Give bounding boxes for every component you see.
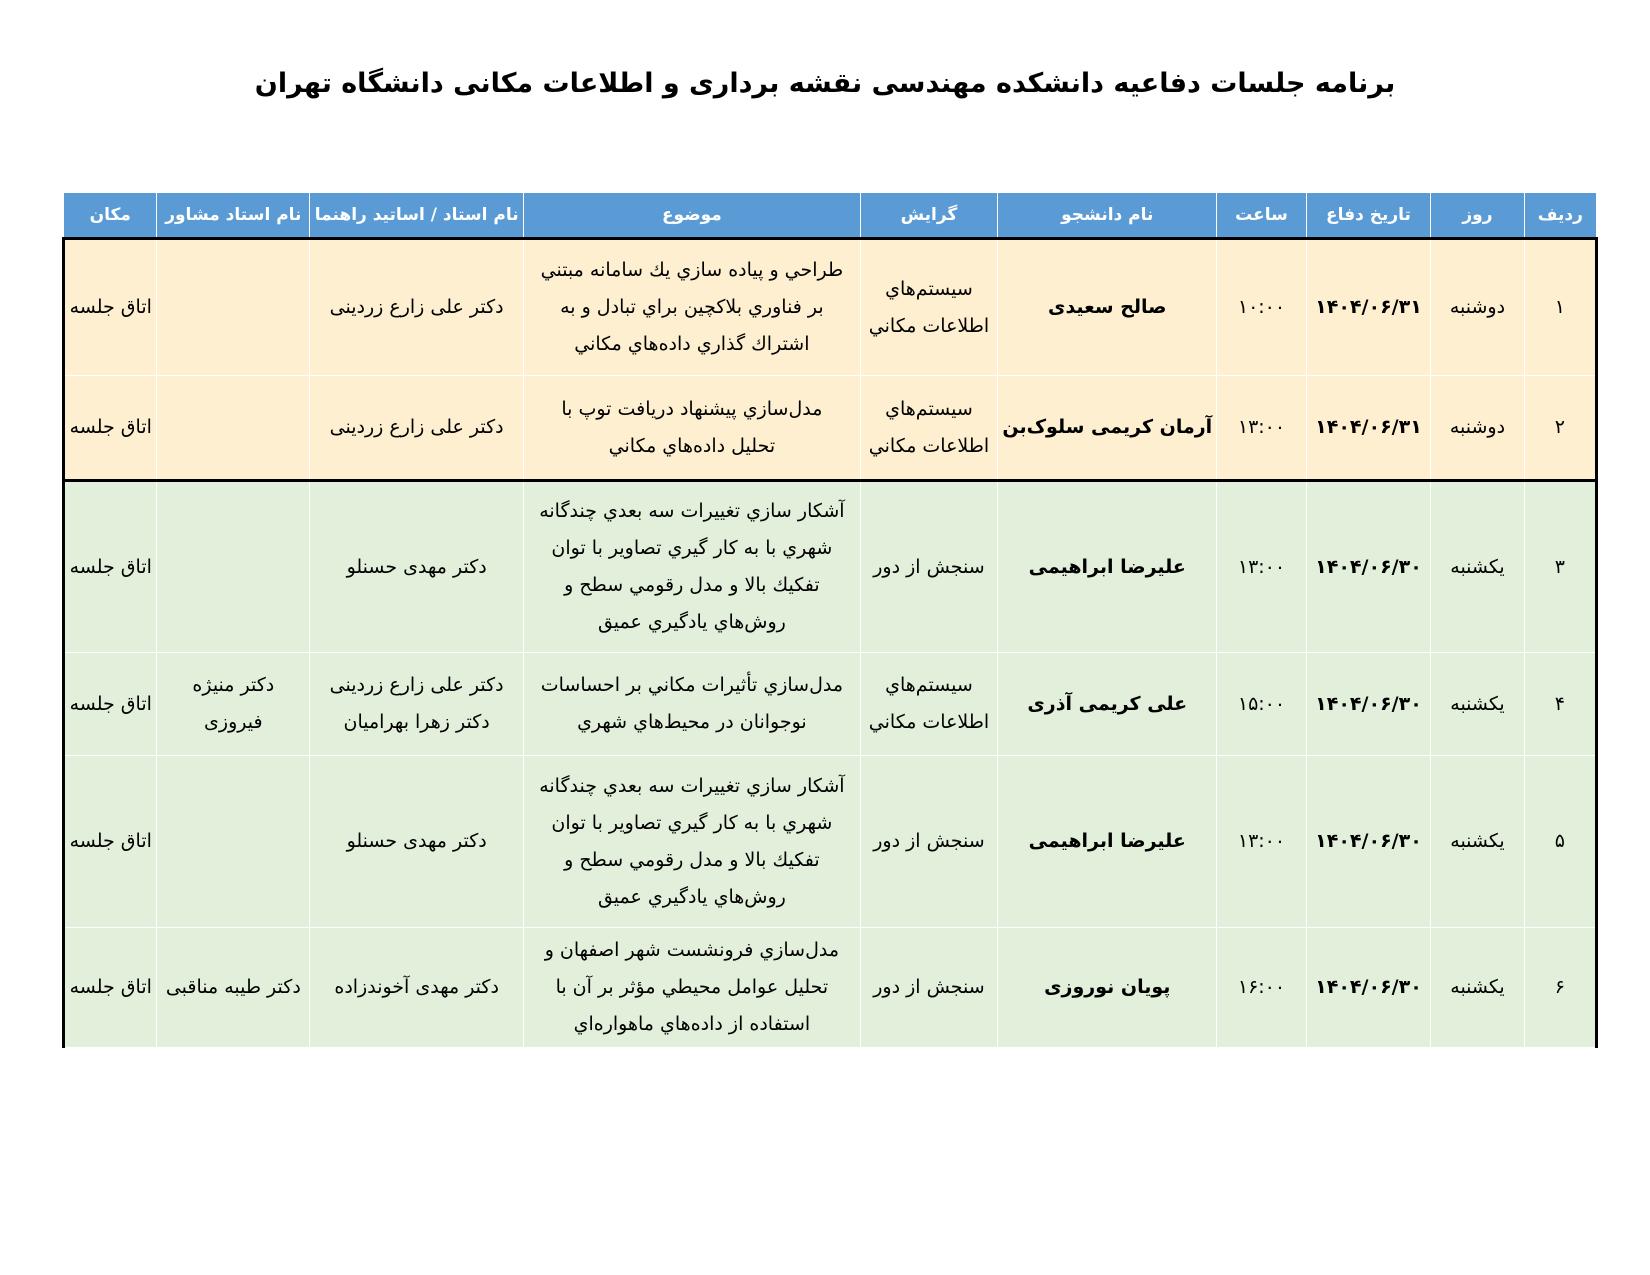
advisor-cell — [157, 928, 310, 1048]
header-topic: موضوع — [524, 193, 861, 239]
row-number-cell: ۶ — [1524, 928, 1596, 1048]
supervisor-cell-line: دکتر زهرا بهرامیان — [343, 711, 490, 733]
supervisor-cell-line: دکتر مهدی آخوندزاده — [334, 976, 499, 998]
topic-cell-line: روش‌هاي يادگيري عميق — [597, 885, 786, 908]
header-supervisor: نام استاد / اساتيد راهنما — [310, 193, 524, 239]
student-name-cell: علی کریمی آذری — [998, 653, 1217, 756]
date-cell: ۱۴۰۴/۰۶/۳۱ — [1306, 376, 1431, 481]
advisor-cell — [157, 481, 310, 653]
supervisor-cell-line: دکتر علی زارع زردینی — [329, 674, 504, 696]
topic-cell-line: مدل‌سازي پیشنهاد دریافت توپ با — [561, 397, 823, 420]
field-cell — [860, 653, 998, 756]
defense-schedule-table — [62, 192, 1598, 1048]
advisor-cell-line: دکتر طیبه مناقبی — [165, 976, 301, 998]
field-cell — [860, 481, 998, 653]
table-body — [64, 239, 1597, 1048]
advisor-cell-line: فیروزی — [204, 711, 263, 733]
table-header-row — [64, 193, 1597, 239]
header-row-no: رديف — [1524, 193, 1596, 239]
supervisor-cell — [310, 928, 524, 1048]
field-cell-line: سنجش از دور — [873, 555, 985, 578]
topic-cell-line: تحلیل داده‌هاي مكاني — [608, 434, 776, 457]
topic-cell-line: روش‌هاي يادگيري عميق — [597, 611, 786, 633]
topic-cell-line: مدل‌سازي فرونشست شهر اصفهان و — [544, 939, 840, 961]
time-cell: ۱۳:۰۰ — [1217, 376, 1306, 481]
field-cell — [860, 756, 998, 928]
date-cell: ۱۴۰۴/۰۶/۳۰ — [1306, 653, 1431, 756]
topic-cell-line: آشكار سازي تغييرات سه بعدي چندگانه — [539, 500, 845, 522]
supervisor-cell-line: دکتر علی زارع زردینی — [329, 296, 504, 318]
header-advisor: نام استاد مشاور — [157, 193, 310, 239]
supervisor-cell — [310, 239, 524, 376]
field-cell-line: سیستم‌هاي — [885, 397, 973, 420]
place-cell: اتاق جلسه — [64, 653, 157, 756]
day-cell: دوشنبه — [1431, 239, 1524, 376]
topic-cell — [524, 928, 861, 1048]
supervisor-cell-line: دکتر علی زارع زردینی — [329, 416, 504, 438]
topic-cell-line: مدل‌سازي تأثيرات مكاني بر احساسات — [540, 674, 844, 696]
day-cell: یکشنبه — [1431, 481, 1524, 653]
topic-cell-line: آشكار سازي تغييرات سه بعدي چندگانه — [539, 774, 845, 797]
supervisor-cell-line: دکتر مهدی حسنلو — [346, 555, 487, 578]
advisor-cell — [157, 653, 310, 756]
date-cell: ۱۴۰۴/۰۶/۳۰ — [1306, 756, 1431, 928]
date-cell: ۱۴۰۴/۰۶/۳۰ — [1306, 481, 1431, 653]
field-cell — [860, 239, 998, 376]
header-field: گرايش — [860, 193, 998, 239]
table-row — [64, 756, 1597, 928]
place-cell: اتاق جلسه — [64, 928, 157, 1048]
topic-cell-line: تحليل عوامل محيطي مؤثر بر آن با — [555, 976, 829, 998]
student-name-cell: آرمان کریمی سلوک‌بن — [998, 376, 1217, 481]
header-day: روز — [1431, 193, 1524, 239]
row-number-cell: ۴ — [1524, 653, 1596, 756]
student-name-cell: علیرضا ابراهیمی — [998, 481, 1217, 653]
time-cell: ۱۰:۰۰ — [1217, 239, 1306, 376]
table-row — [64, 481, 1597, 653]
place-cell: اتاق جلسه — [64, 481, 157, 653]
place-cell: اتاق جلسه — [64, 756, 157, 928]
row-number-cell: ۱ — [1524, 239, 1596, 376]
date-cell: ۱۴۰۴/۰۶/۳۰ — [1306, 928, 1431, 1048]
topic-cell-line: شهري با به كار گيري تصاوير با توان — [551, 811, 833, 834]
header-place: مکان — [64, 193, 157, 239]
advisor-cell-line: دکتر منیژه — [192, 674, 275, 696]
time-cell: ۱۳:۰۰ — [1217, 481, 1306, 653]
header-time: ساعت — [1217, 193, 1306, 239]
day-cell: یکشنبه — [1431, 756, 1524, 928]
table-row — [64, 376, 1597, 481]
field-cell — [860, 928, 998, 1048]
field-cell-line: سنجش از دور — [873, 976, 985, 998]
topic-cell-line: استفاده از داده‌هاي ماهواره‌اي — [573, 1013, 811, 1035]
header-student: نام دانشجو — [998, 193, 1217, 239]
topic-cell-line: بر فناوري بلاكچين براي تبادل و به — [560, 296, 824, 318]
place-cell: اتاق جلسه — [64, 376, 157, 481]
field-cell — [860, 376, 998, 481]
topic-cell-line: شهري با به كار گيري تصاوير با توان — [551, 537, 833, 559]
field-cell-line: سنجش از دور — [873, 830, 985, 852]
topic-cell — [524, 481, 861, 653]
field-cell-line: اطلاعات مكاني — [868, 314, 990, 337]
advisor-cell — [157, 376, 310, 481]
field-cell-line: سیستم‌هاي — [885, 277, 973, 300]
row-number-cell: ۳ — [1524, 481, 1596, 653]
topic-cell — [524, 653, 861, 756]
day-cell: یکشنبه — [1431, 653, 1524, 756]
advisor-cell — [157, 239, 310, 376]
topic-cell-line: تفكيك بالا و مدل رقومي سطح و — [564, 574, 820, 596]
row-number-cell: ۵ — [1524, 756, 1596, 928]
day-cell: دوشنبه — [1431, 376, 1524, 481]
field-cell-line: اطلاعات مكاني — [868, 711, 990, 733]
supervisor-cell — [310, 756, 524, 928]
table-row — [64, 239, 1597, 376]
supervisor-cell — [310, 481, 524, 653]
date-cell: ۱۴۰۴/۰۶/۳۱ — [1306, 239, 1431, 376]
time-cell: ۱۳:۰۰ — [1217, 756, 1306, 928]
place-cell: اتاق جلسه — [64, 239, 157, 376]
table-row — [64, 928, 1597, 1048]
topic-cell-line: تفكيك بالا و مدل رقومي سطح و — [564, 848, 820, 871]
topic-cell — [524, 756, 861, 928]
field-cell-line: اطلاعات مكاني — [868, 434, 990, 457]
student-name-cell: صالح سعیدی — [998, 239, 1217, 376]
topic-cell-line: اشتراك گذاري داده‌هاي مكاني — [574, 333, 810, 355]
topic-cell-line: نوجوانان در محيط‌هاي شهري — [577, 711, 807, 733]
supervisor-cell-line: دکتر مهدی حسنلو — [346, 830, 487, 852]
page-title: برنامه جلسات دفاعیه دانشکده مهندسی نقشه برداری و اطلاعات مکانی دانشگاه تهران — [254, 68, 1396, 99]
table-row — [64, 653, 1597, 756]
header-date: تاريخ دفاع — [1306, 193, 1431, 239]
topic-cell — [524, 239, 861, 376]
topic-cell-line: طراحي و پياده سازي يك سامانه مبتني — [540, 259, 844, 281]
time-cell: ۱۶:۰۰ — [1217, 928, 1306, 1048]
time-cell: ۱۵:۰۰ — [1217, 653, 1306, 756]
student-name-cell: پویان نوروزی — [998, 928, 1217, 1048]
supervisor-cell — [310, 653, 524, 756]
topic-cell — [524, 376, 861, 481]
field-cell-line: سیستم‌هاي — [885, 674, 973, 696]
advisor-cell — [157, 756, 310, 928]
student-name-cell: علیرضا ابراهیمی — [998, 756, 1217, 928]
day-cell: یکشنبه — [1431, 928, 1524, 1048]
supervisor-cell — [310, 376, 524, 481]
row-number-cell: ۲ — [1524, 376, 1596, 481]
